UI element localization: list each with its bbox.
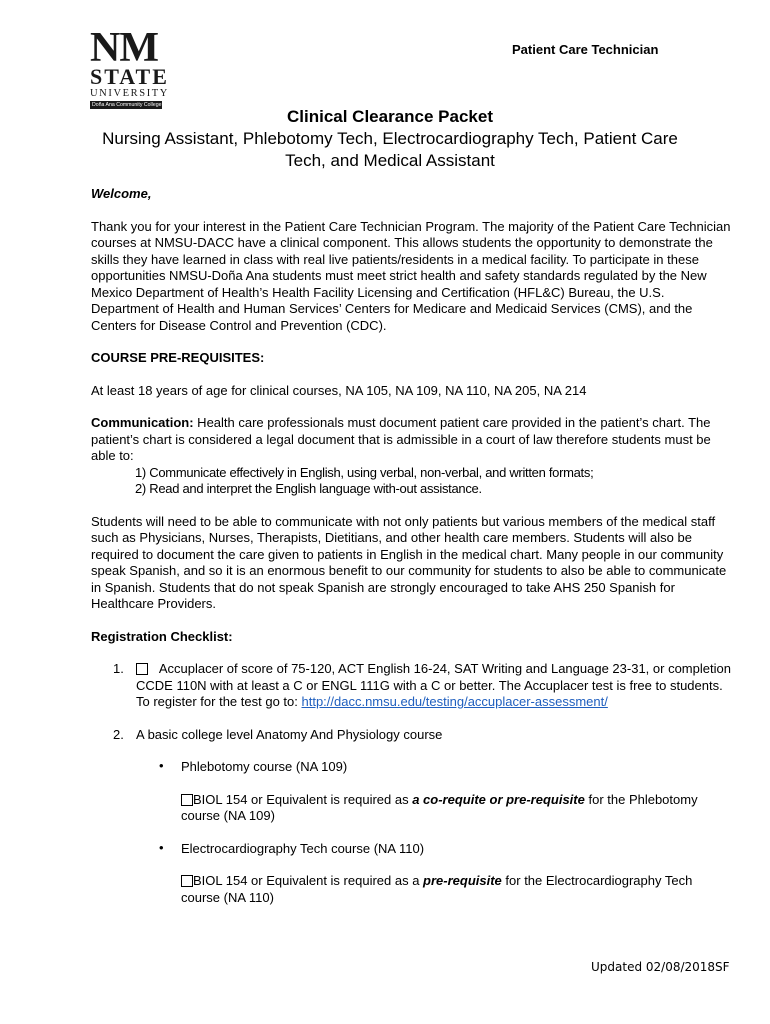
phlebotomy-req-emphasis: a co-requite or pre-requisite <box>412 791 585 807</box>
phlebotomy-requirement <box>91 792 731 825</box>
checkbox-biol-phlebotomy[interactable] <box>181 794 193 806</box>
logo-state: STATE <box>90 64 169 89</box>
ekg-requirement <box>91 873 731 906</box>
communication-label: Communication: <box>91 415 194 430</box>
prereq-heading: COURSE PRE-REQUISITES: <box>91 350 265 365</box>
communication-item-2: 2) Read and interpret the English language with-out assistance. <box>135 481 482 496</box>
ekg-req-pre: BIOL 154 or Equivalent is required as a <box>193 873 424 888</box>
phlebotomy-req-post: for the Phlebotomy course (NA 109) <box>181 791 698 823</box>
updated-footer: Updated 02/08/2018SF <box>591 960 730 974</box>
checklist-item-1 <box>91 661 731 711</box>
checklist-heading: Registration Checklist: <box>91 628 233 644</box>
checklist-item-2-text: A basic college level Anatomy And Physiology course <box>136 726 443 742</box>
logo-university: UNIVERSITY <box>90 88 169 99</box>
bullet-ekg-text: Electrocardiography Tech course (NA 110) <box>181 840 425 856</box>
program-header: Patient Care Technician <box>512 42 659 57</box>
ekg-req-emphasis: pre-requisite <box>423 873 502 888</box>
page-subtitle: Nursing Assistant, Phlebotomy Tech, Electrocardiography Tech, Patient Care Tech, and Medical Assistant <box>102 129 678 170</box>
age-requirement: At least 18 years of age for clinical courses, NA 105, NA 109, NA 110, NA 205, NA 214 <box>91 382 587 398</box>
bullet-dot-icon: • <box>159 758 164 773</box>
communication-item-1: 1) Communicate effectively in English, using verbal, non-verbal, and written formats; <box>135 464 594 480</box>
accuplacer-link[interactable]: http://dacc.nmsu.edu/testing/accuplacer-assessment/ <box>301 694 608 709</box>
welcome-heading: Welcome, <box>91 186 152 201</box>
logo-nm: NM <box>90 25 158 71</box>
bullet-ekg <box>91 841 731 858</box>
checklist-item-1-number: 1. <box>113 661 124 676</box>
bullet-phlebotomy-text: Phlebotomy course (NA 109) <box>181 759 348 774</box>
logo-dacc: Doña Ana Community College <box>92 102 162 108</box>
page-title: Clinical Clearance Packet <box>286 107 493 126</box>
nmsu-logo <box>90 25 169 109</box>
checklist-item-2-number: 2. <box>113 726 124 742</box>
title-block <box>90 106 690 172</box>
communication-text: Health care professionals must document patient care provided in the patient’s chart. The patient’s chart is considered a legal document that is admissible in a court of law therefore students must be able to: <box>91 415 711 463</box>
bullet-dot-icon: • <box>159 839 164 855</box>
checklist-item-1-text: Accuplacer of score of 75-120, ACT English 16-24, SAT Writing and Language 23-31, or completion CCDE 110N with at least a C or ENGL 111G with a C or better. The Accuplacer test is free to students. To register for the test go to: <box>136 661 731 709</box>
ekg-req-post: for the Electrocardiography Tech course (NA 110) <box>181 873 693 905</box>
communication-paragraph <box>91 415 731 465</box>
document-body <box>91 186 731 906</box>
phlebotomy-req-pre: BIOL 154 or Equivalent is required as <box>193 791 413 807</box>
intro-paragraph: Thank you for your interest in the Patient Care Technician Program. The majority of the Patient Care Technician courses at NMSU-DACC have a clinical component. This allows students the opportunity to demonstrate the skills they have learned in class with real live patients/residents in a medical facility. To participate in these opportunities NMSU-Doña Ana students must meet strict health and safety standards regulated by the New Mexico Department of Health’s Health Facility Licensing and Certification (HFL&C) Bureau, the U.S. Department of Health and Human Services’ Centers for Medicare and Medicaid Services (CMS), and the Centers for Disease Control and Prevention (CDC). <box>91 218 731 333</box>
checkbox-accuplacer[interactable] <box>136 663 148 675</box>
checklist-item-2 <box>91 727 731 744</box>
checkbox-biol-ekg[interactable] <box>181 875 193 887</box>
spanish-paragraph: Students will need to be able to communicate with not only patients but various members of the medical staff such as Physicians, Nurses, Therapists, Dietitians, and other health care members. Students will also be required to document the care given to patients in English in the medical chart. Many people in our community speak Spanish, and so it is an enormous benefit to our community for students to also be able to communicate in Spanish. Students that do not speak Spanish are strongly encouraged to take AHS 250 Spanish for Healthcare Providers. <box>91 513 727 611</box>
bullet-phlebotomy <box>91 759 731 776</box>
